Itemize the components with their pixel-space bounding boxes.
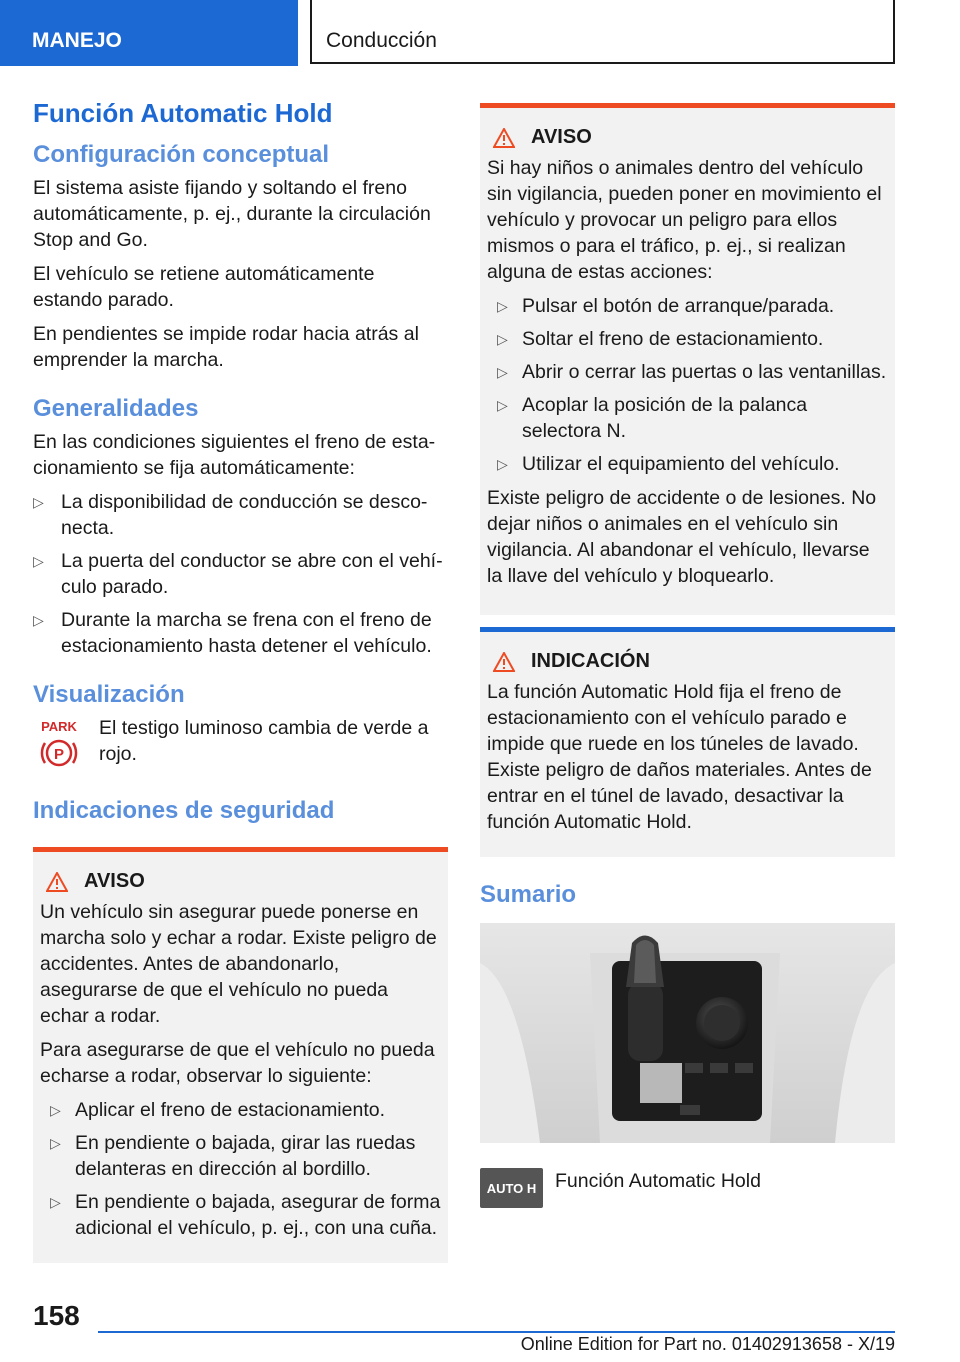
general-intro: En las condiciones siguientes el freno de estacionamiento se fija automáticamente: bbox=[33, 431, 436, 479]
list-item: ▷ Soltar el freno de estacionamiento. bbox=[497, 328, 824, 350]
list-triangle-icon: ▷ bbox=[50, 1135, 61, 1151]
warning-triangle-icon bbox=[493, 652, 515, 672]
list-item: ▷ Acoplar la posición de la palanca selectora N. bbox=[497, 394, 808, 442]
warning-list bbox=[487, 293, 888, 477]
list-triangle-icon: ▷ bbox=[497, 331, 508, 347]
list-item: ▷ La puerta del conductor se abre con el vehículo parado. bbox=[33, 550, 443, 598]
list-item: ▷ En pendiente o bajada, asegurar de forma adicional el vehículo, p. ej., con una cuña. bbox=[50, 1191, 441, 1239]
list-item: ▷ Pulsar el botón de arranque/parada. bbox=[497, 295, 835, 317]
section-tab: MANEJO bbox=[0, 0, 298, 66]
warning-title: AVISO bbox=[84, 870, 145, 892]
general-list bbox=[33, 489, 448, 659]
page-title: Función Automatic Hold bbox=[33, 98, 333, 128]
list-triangle-icon: ▷ bbox=[497, 364, 508, 380]
note-text: La función Automatic Hold fija el freno de estacionamiento con el vehículo parado e impide que ruede en los túneles de lavado. Existe peligro de daños materiales. Antes de entrar en el túnel de lavado, desactivar la función Automatic Hold. bbox=[487, 681, 872, 833]
warning-title: AVISO bbox=[531, 126, 592, 148]
list-item: ▷ La disponibilidad de conducción se desconecta. bbox=[33, 491, 428, 539]
list-triangle-icon: ▷ bbox=[497, 456, 508, 472]
concept-paragraph: En pendientes se impide rodar hacia atrás al emprender la marcha. bbox=[33, 323, 419, 371]
warning-triangle-icon bbox=[493, 128, 515, 148]
figure-caption: Función Automatic Hold bbox=[555, 1170, 761, 1192]
list-triangle-icon: ▷ bbox=[33, 612, 44, 628]
svg-text:PARK: PARK bbox=[41, 719, 77, 734]
summary-heading: Sumario bbox=[480, 881, 577, 908]
page-number: 158 bbox=[33, 1300, 80, 1331]
list-triangle-icon: ▷ bbox=[50, 1102, 61, 1118]
warning-intro: Si hay niños o animales dentro del vehículo sin vigilancia, pueden poner en movimiento el vehículo y provocar un peligro para ellos mismos o para el tráfico, p. ej., si realizan alguna de estas acciones: bbox=[487, 157, 882, 283]
list-item: ▷ Abrir o cerrar las puertas o las ventanillas. bbox=[497, 361, 887, 383]
list-item: ▷ En pendiente o bajada, girar las ruedas delanteras en dirección al bordillo. bbox=[50, 1132, 416, 1180]
concept-paragraph: El vehículo se retiene automáticamente estando parado. bbox=[33, 263, 375, 311]
list-triangle-icon: ▷ bbox=[33, 553, 44, 569]
list-triangle-icon: ▷ bbox=[33, 494, 44, 510]
footer-edition: Online Edition for Part no. 01402913658 - X/19 bbox=[520, 1334, 895, 1354]
chapter-title: Conducción bbox=[310, 0, 895, 64]
svg-text:P: P bbox=[53, 746, 65, 763]
note-box bbox=[480, 627, 895, 857]
right-column bbox=[480, 103, 895, 1208]
list-item: ▷ Utilizar el equipamiento del vehículo. bbox=[497, 453, 840, 475]
warning-outro: Existe peligro de accidente o de lesiones. No dejar niños o animales en el vehículo sin vigilancia. Al abandonar el vehículo, llevarse la llave del vehículo y bloquearlo. bbox=[487, 487, 877, 587]
caption-row bbox=[480, 1168, 895, 1208]
left-column bbox=[33, 98, 448, 1263]
general-heading: Generalidades bbox=[33, 395, 199, 422]
safety-warning-box bbox=[33, 847, 448, 1263]
list-item: ▷ Aplicar el freno de estacionamiento. bbox=[50, 1099, 386, 1121]
park-brake-icon bbox=[33, 715, 85, 771]
children-warning-box bbox=[480, 103, 895, 615]
list-item: ▷ Durante la marcha se frena con el freno de estacionamiento hasta detener el vehículo. bbox=[33, 609, 432, 657]
warning-paragraph: Un vehículo sin asegurar puede ponerse en marcha solo y echar a rodar. Existe peligro de accidentes. Antes de abandonarlo, asegurarse de que el vehículo no pueda echar a rodar. bbox=[40, 901, 437, 1027]
list-triangle-icon: ▷ bbox=[497, 397, 508, 413]
safety-heading: Indicaciones de seguridad bbox=[33, 797, 335, 824]
footer-rule bbox=[98, 1331, 895, 1333]
auto-hold-button-icon: AUTO H bbox=[480, 1168, 543, 1208]
note-title: INDICACIÓN bbox=[531, 650, 650, 672]
display-heading: Visualización bbox=[33, 681, 185, 708]
warning-triangle-icon bbox=[46, 872, 68, 892]
safety-list bbox=[40, 1097, 441, 1241]
concept-paragraph: El sistema asiste fijando y soltando el freno automáticamente, p. ej., durante la circulación Stop and Go. bbox=[33, 177, 431, 251]
center-console-photo bbox=[480, 923, 895, 1143]
display-row bbox=[33, 715, 448, 771]
list-triangle-icon: ▷ bbox=[50, 1194, 61, 1210]
display-text: El testigo luminoso cambia de verde a rojo. bbox=[99, 717, 429, 765]
list-triangle-icon: ▷ bbox=[497, 298, 508, 314]
warning-paragraph: Para asegurarse de que el vehículo no pueda echarse a rodar, observar lo siguiente: bbox=[40, 1039, 435, 1087]
concept-heading: Configuración conceptual bbox=[33, 141, 330, 168]
